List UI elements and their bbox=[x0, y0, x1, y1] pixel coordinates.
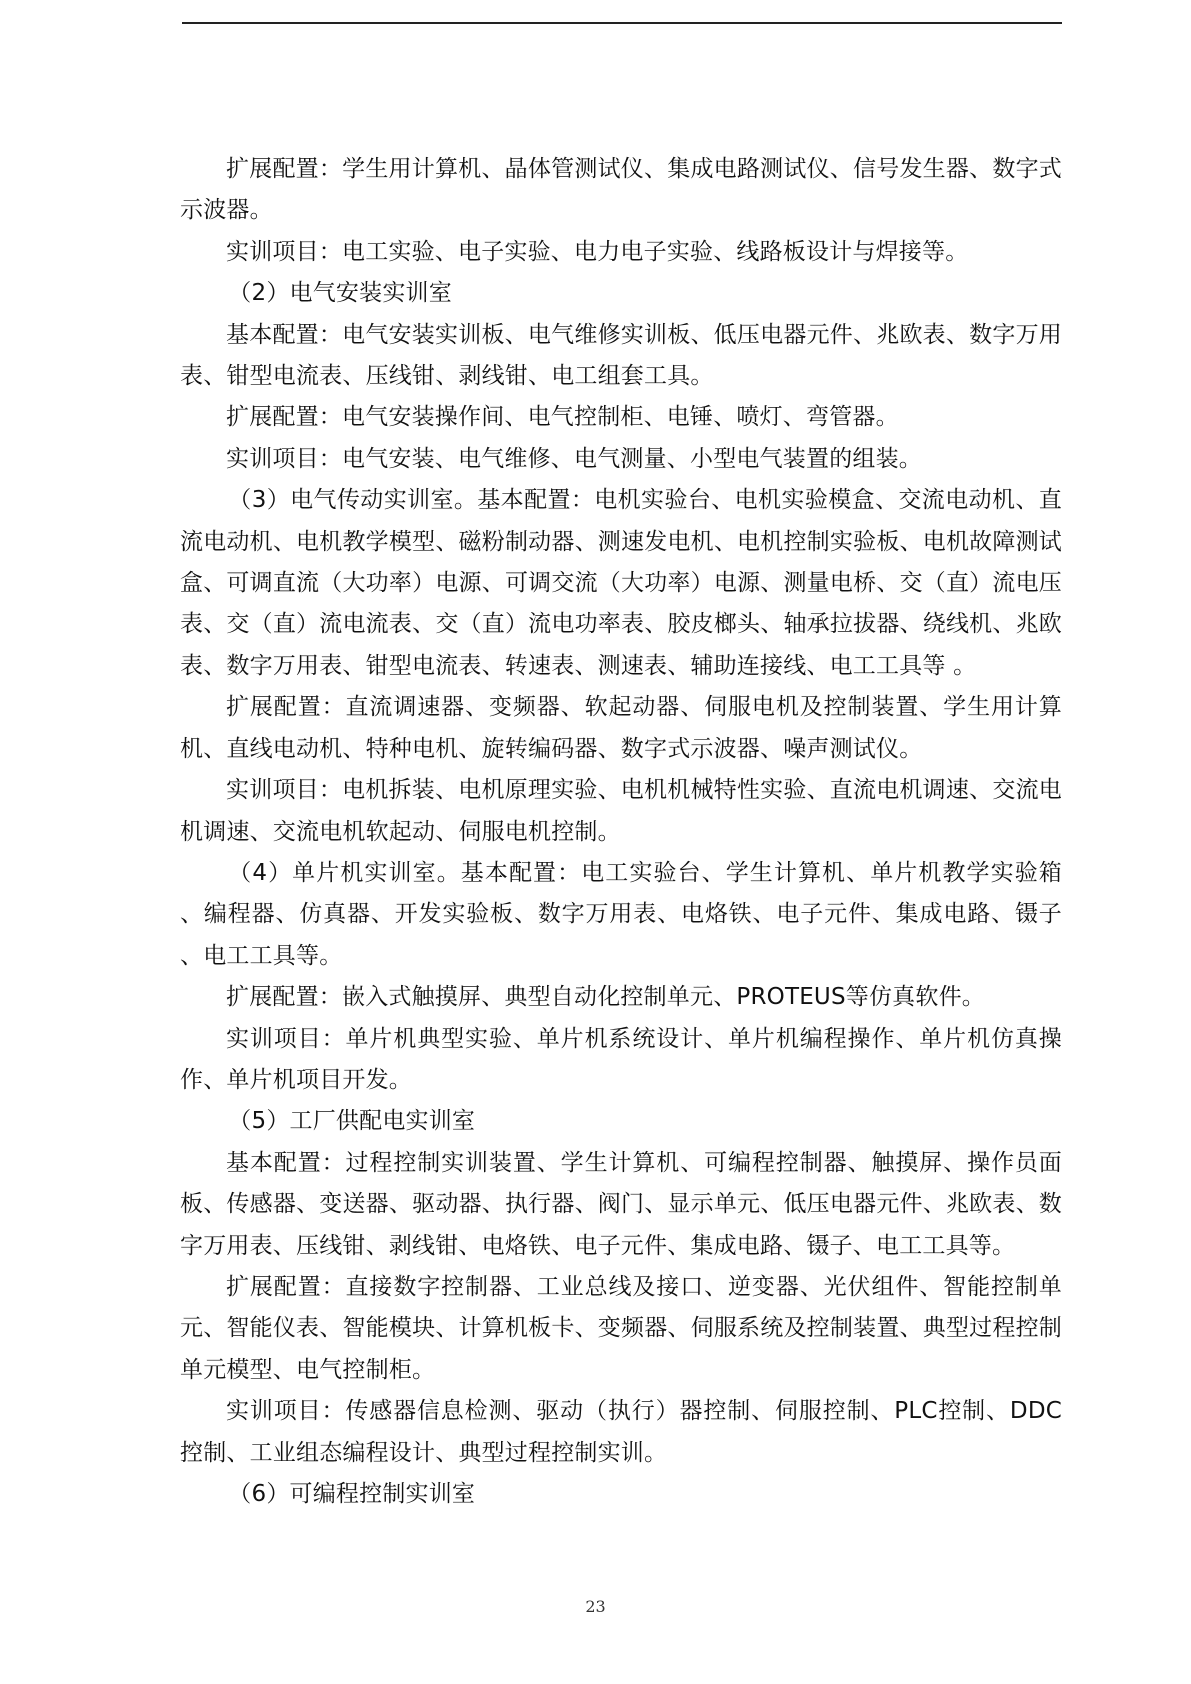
page-number: 23 bbox=[585, 1597, 606, 1616]
section-heading-electrical-installation: （2）电气安装实训室 bbox=[228, 280, 452, 307]
paragraph-mcu-extended-config: 扩展配置：嵌入式触摸屏、典型自动化控制单元、PROTEUS等仿真软件。 bbox=[226, 984, 985, 1011]
paragraph-installation-training-items: 实训项目：电气安装、电气维修、电气测量、小型电气装置的组装。 bbox=[226, 445, 922, 472]
paragraph-power-basic-config: 基本配置：过程控制实训装置、学生计算机、可编程控制器、触摸屏、操作员面板、传感器、变送器、驱动器、执行器、阀门、显示单元、低压电器元件、兆欧表、数字万用表、压线钳、剥线钳、电烙铁、电子元件、集成电路、镊子、电工工具等。 bbox=[180, 1149, 1062, 1259]
section-microcontroller: （4）单片机实训室。基本配置：电工实验台、学生计算机、单片机教学实验箱 、编程器、仿真器、开发实验板、数字万用表、电烙铁、电子元件、集成电路、镊子 、电工工具等。 bbox=[180, 859, 1062, 969]
section-electrical-drive: （3）电气传动实训室。基本配置：电机实验台、电机实验模盒、交流电动机、直流电动机、电机教学模型、磁粉制动器、测速发电机、电机控制实验板、电机故障测试盒、可调直流（大功率）电源、可调交流（大功率）电源、测量电桥、交（直）流电压表、交（直）流电流表、交（直）流电功率表、胶皮榔头、轴承拉拔器、绕线机、兆欧表、数字万用表、钳型电流表、转速表、测速表、辅助连接线、电工工具等 。 bbox=[180, 487, 1062, 679]
page-body bbox=[180, 149, 1062, 1515]
paragraph-installation-extended-config: 扩展配置：电气安装操作间、电气控制柜、电锤、喷灯、弯管器。 bbox=[226, 404, 899, 431]
paragraph-power-extended-config: 扩展配置：直接数字控制器、工业总线及接口、逆变器、光伏组件、智能控制单元、智能仪表、智能模块、计算机板卡、变频器、伺服系统及控制装置、典型过程控制单元模型、电气控制柜。 bbox=[180, 1273, 1062, 1383]
section-heading-power-supply: （5）工厂供配电实训室 bbox=[228, 1108, 476, 1135]
paragraph-power-training-items: 实训项目：传感器信息检测、驱动（执行）器控制、伺服控制、PLC控制、DDC控制、工业组态编程设计、典型过程控制实训。 bbox=[180, 1398, 1062, 1466]
paragraph-installation-basic-config: 基本配置：电气安装实训板、电气维修实训板、低压电器元件、兆欧表、数字万用表、钳型电流表、压线钳、剥线钳、电工组套工具。 bbox=[180, 321, 1062, 390]
paragraph-lab-extended-config: 扩展配置：学生用计算机、晶体管测试仪、集成电路测试仪、信号发生器、数字式示波器。 bbox=[180, 156, 1062, 224]
header-rule bbox=[182, 22, 1062, 24]
paragraph-drive-extended-config: 扩展配置：直流调速器、变频器、软起动器、伺服电机及控制装置、学生用计算机、直线电动机、特种电机、旋转编码器、数字式示波器、噪声测试仪。 bbox=[180, 694, 1062, 762]
section-heading-plc: （6）可编程控制实训室 bbox=[228, 1481, 476, 1507]
paragraph-lab-training-items: 实训项目：电工实验、电子实验、电力电子实验、线路板设计与焊接等。 bbox=[226, 238, 969, 265]
paragraph-drive-training-items: 实训项目：电机拆装、电机原理实验、电机机械特性实验、直流电机调速、交流电机调速、交流电机软起动、伺服电机控制。 bbox=[180, 777, 1062, 845]
paragraph-mcu-training-items: 实训项目：单片机典型实验、单片机系统设计、单片机编程操作、单片机仿真操作、单片机项目开发。 bbox=[180, 1025, 1062, 1093]
